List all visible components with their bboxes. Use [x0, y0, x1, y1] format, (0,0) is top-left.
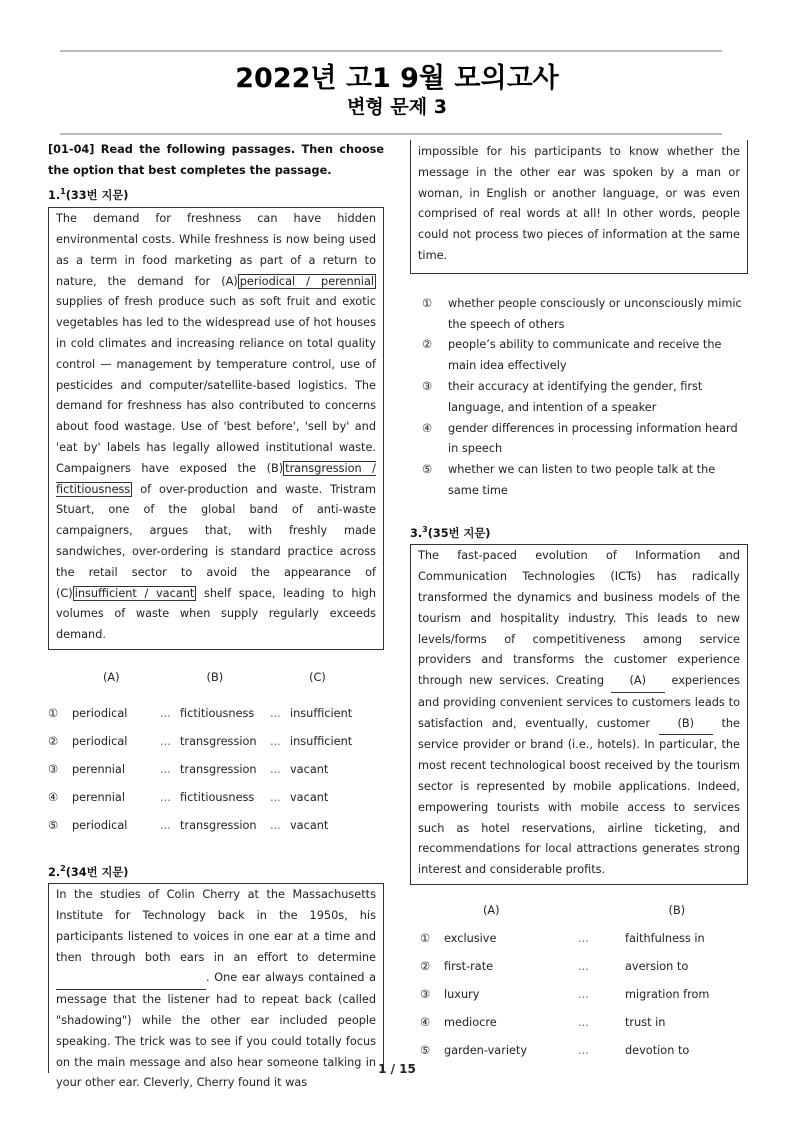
- q2-heading: 2.$^2$(34번 지문): [48, 863, 129, 879]
- choice-text[interactable]: whether people consciously or unconsciously mimic the speech of others: [448, 296, 742, 331]
- choice-1[interactable]: [410, 926, 748, 954]
- choice-number[interactable]: ⑤: [48, 819, 59, 833]
- separator: ...: [270, 763, 281, 777]
- separator: ...: [578, 1044, 589, 1058]
- choice-number[interactable]: ③: [48, 763, 59, 777]
- option-b: aversion to: [625, 960, 689, 974]
- choice-3[interactable]: [410, 982, 748, 1010]
- option-c: insufficient: [290, 707, 353, 721]
- option-a: first-rate: [444, 960, 494, 974]
- choice-number[interactable]: ②: [420, 960, 431, 974]
- choice-3[interactable]: [422, 377, 748, 419]
- choice-number[interactable]: ⑤: [422, 463, 433, 477]
- option-b: devotion to: [625, 1044, 690, 1058]
- separator: ...: [270, 735, 281, 749]
- header-b: (B): [668, 904, 686, 918]
- option-a: luxury: [444, 988, 480, 1002]
- option-b: fictitiousness: [180, 707, 255, 721]
- choice-number[interactable]: ③: [420, 988, 431, 1002]
- separator: ...: [160, 735, 171, 749]
- q2-blank: [56, 968, 206, 990]
- separator: ...: [160, 791, 171, 805]
- header-a: (A): [483, 904, 500, 918]
- choice-5[interactable]: [422, 460, 748, 502]
- separator: ...: [270, 819, 281, 833]
- header-rule: [60, 133, 722, 135]
- page-number: 1 / 15: [378, 1062, 416, 1076]
- separator: ...: [160, 819, 171, 833]
- option-b: transgression: [180, 763, 257, 777]
- choice-4[interactable]: [422, 419, 748, 461]
- option-a: perennial: [72, 763, 125, 777]
- blank-a: (A): [611, 671, 665, 693]
- choice-number[interactable]: ③: [422, 379, 433, 393]
- page-title: 2022년 고1 9월 모의고사: [235, 63, 559, 94]
- choice-number[interactable]: ④: [420, 1016, 431, 1030]
- page-subtitle: 변형 문제 3: [347, 96, 447, 118]
- option-a: periodical: [72, 735, 128, 749]
- separator: ...: [160, 763, 171, 777]
- option-b: faithfulness in: [625, 932, 705, 946]
- choice-4[interactable]: [48, 785, 384, 813]
- choice-number[interactable]: ①: [420, 932, 431, 946]
- choice-number[interactable]: ①: [48, 707, 59, 721]
- separator: ...: [578, 960, 589, 974]
- choice-5[interactable]: [48, 813, 384, 841]
- choice-2[interactable]: [48, 729, 384, 757]
- top-rule: [60, 50, 722, 52]
- choice-text[interactable]: whether we can listen to two people talk at the same time: [448, 463, 716, 497]
- separator: ...: [270, 791, 281, 805]
- choice-2[interactable]: [410, 954, 748, 982]
- option-b: transgression: [180, 735, 257, 749]
- choice-2[interactable]: [422, 335, 748, 377]
- option-a: mediocre: [444, 1016, 497, 1030]
- q2-choices: [410, 294, 748, 502]
- q3-choices: [410, 926, 748, 1066]
- separator: ...: [578, 932, 589, 946]
- instructions: [01-04] Read the following passages. Then choose the option that best completes the passage.: [48, 143, 384, 177]
- header-c: (C): [309, 670, 326, 684]
- choice-1[interactable]: [48, 701, 384, 729]
- option-b: fictitiousness: [180, 791, 255, 805]
- header-a: (A): [103, 670, 120, 684]
- option-a: periodical: [72, 707, 128, 721]
- q1-choices: [48, 701, 384, 841]
- choice-number[interactable]: ②: [422, 338, 433, 352]
- option-a: exclusive: [444, 932, 497, 946]
- choice-text[interactable]: gender differences in processing information heard in speech: [448, 421, 738, 456]
- option-a: perennial: [72, 791, 125, 805]
- header-b: (B): [206, 670, 224, 684]
- separator: ...: [160, 707, 171, 721]
- right-column: [410, 140, 748, 1066]
- choice-4[interactable]: [410, 1010, 748, 1038]
- q1-option-headers: [48, 668, 384, 689]
- choice-box-c: insufficient / vacant: [74, 586, 195, 600]
- q3-passage: The fast-paced evolution of Information and Communication Technologies (ICTs) has radically transformed the dynamics and business models of the tourism and hospitality industry. This leads to new levels/forms of competitiveness among service providers and transforms the customer experience through new services. Creating (A) experiences and providing convenient services to customers leads to satisfaction and, eventually, customer (B) the service provider or brand (i.e., hotels). In particular, the most recent technological boost received by the tourism sector is represented by mobile applications. Indeed, empowering tourists with mobile access to services such as hotel reservations, airline ticketing, and recommendations for local attractions generates strong interest and considerable profits.: [410, 544, 748, 885]
- choice-text[interactable]: their accuracy at identifying the gender, first language, and intention of a speaker: [448, 379, 703, 414]
- blank-b: (B): [659, 714, 713, 736]
- choice-1[interactable]: [422, 294, 748, 336]
- q1-passage: The demand for freshness can have hidden environmental costs. While freshness is now being used as a term in food marketing as part of a return to nature, the demand for (A) periodical / perennial supplies of fresh produce such as soft fruit and exotic vegetables has led to the widespread use of hot houses in cold climates and increasing reliance on total quality control — management by temperature control, use of pesticides and computer/satellite-based logistics. The demand for freshness has also contributed to concerns about food wastage. Use of 'best before', 'sell by' and 'eat by' labels has legally allowed institutional waste. Campaigners have exposed the (B) transgression / fictitiousness of over-production and waste. Tristram Stuart, one of the global band of anti-waste campaigners, argues that, with freshly made sandwiches, over-ordering is standard practice across the retail sector to avoid the appearance of (C) insufficient / vacant shelf space, leading to high volumes of waste when supply regularly exceeds demand.: [48, 207, 384, 650]
- choice-number[interactable]: ④: [422, 421, 433, 435]
- choice-number[interactable]: ②: [48, 735, 59, 749]
- option-b: trust in: [625, 1016, 666, 1030]
- option-c: vacant: [290, 819, 329, 833]
- choice-text[interactable]: people’s ability to communicate and receive the main idea effectively: [448, 338, 722, 373]
- option-b: transgression: [180, 819, 257, 833]
- option-c: vacant: [290, 791, 329, 805]
- separator: ...: [578, 988, 589, 1002]
- choice-3[interactable]: [48, 757, 384, 785]
- choice-box-b: transgression / fictitiousness: [56, 461, 376, 496]
- left-column: [48, 140, 384, 1090]
- option-a: periodical: [72, 819, 128, 833]
- q1-heading: 1.$^1$(33번 지문): [48, 186, 129, 202]
- option-c: insufficient: [290, 735, 353, 749]
- separator: ...: [578, 1016, 589, 1030]
- choice-number[interactable]: ①: [422, 296, 433, 310]
- q2-passage-part1: In the studies of Colin Cherry at the Massachusetts Institute for Technology back in the 1950s, his participants listened to voices in one ear at a time and then through both ears in an effort to determine . One ear always contained a message that the listener had to repeat back (called "shadowing") while the other ear included people speaking. The trick was to see if you could totally focus on the main message and also hear someone talking in your other ear. Cleverly, Cherry found it was: [48, 883, 384, 1073]
- option-b: migration from: [625, 988, 710, 1002]
- choice-number[interactable]: ④: [48, 791, 59, 805]
- q2-passage-part2: impossible for his participants to know whether the message in the other ear was spoken by a man or woman, in English or another language, or was even comprised of real words at all! In other words, people could not process two pieces of information at the same time.: [410, 140, 748, 274]
- choice-box-a: periodical / perennial: [239, 274, 375, 288]
- option-c: vacant: [290, 763, 329, 777]
- choice-number[interactable]: ⑤: [420, 1044, 431, 1058]
- option-a: garden-variety: [444, 1044, 528, 1058]
- separator: ...: [270, 707, 281, 721]
- q3-option-headers: [410, 901, 748, 922]
- q3-heading: 3.$^3$(35번 지문): [410, 524, 491, 540]
